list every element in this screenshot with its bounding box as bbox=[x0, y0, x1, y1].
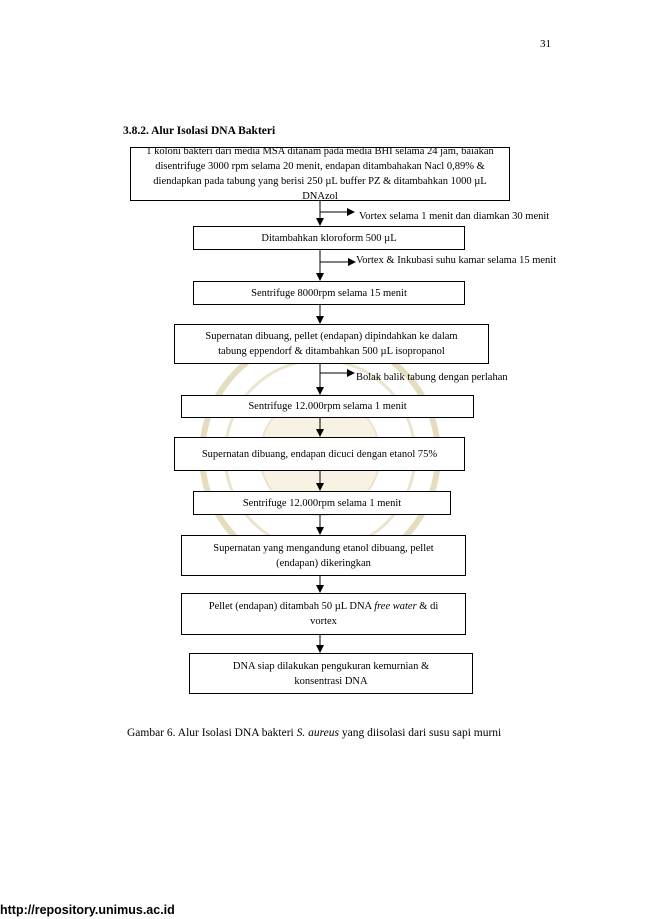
caption-species: S. aureus bbox=[296, 727, 339, 739]
step-text-line: konsentrasi DNA bbox=[294, 675, 368, 687]
step-text-italic: free water bbox=[374, 601, 417, 612]
step-text-line: Sentrifuge 12.000rpm selama 1 menit bbox=[242, 497, 402, 509]
flow-step-7 bbox=[193, 491, 451, 515]
figure-caption bbox=[127, 727, 501, 739]
repository-url: http://repository.unimus.ac.id bbox=[0, 903, 175, 917]
side-note: Vortex & Inkubasi suhu kamar selama 15 menit bbox=[356, 255, 557, 266]
step-text-line: tabung eppendorf & ditambahkan 500 µL isopropanol bbox=[218, 346, 445, 357]
step-text-line: Sentrifuge 8000rpm selama 15 menit bbox=[251, 287, 407, 299]
step-text-line bbox=[209, 599, 439, 614]
flow-step-10 bbox=[189, 653, 473, 694]
flow-step-8 bbox=[181, 535, 466, 576]
step-text-line: Supernatan dibuang, pellet (endapan) dipindahkan ke dalam bbox=[205, 331, 458, 342]
side-note: Bolak balik tabung dengan perlahan bbox=[356, 372, 508, 383]
step-text-line: 1 koloni bakteri dari media MSA ditanam pada media BHI selama 24 jam, baiakan bbox=[146, 146, 494, 157]
step-text-line: (endapan) dikeringkan bbox=[276, 557, 371, 569]
step-text-part: Pellet (endapan) ditambah 50 µL DNA bbox=[208, 601, 375, 612]
flow-step-1 bbox=[130, 147, 510, 201]
caption-text: yang diisolasi dari susu sapi murni bbox=[338, 727, 502, 739]
step-text-line: DNA siap dilakukan pengukuran kemurnian & bbox=[232, 660, 430, 672]
step-text-line: Ditambahkan kloroform 500 µL bbox=[261, 232, 397, 244]
step-text-part: & di bbox=[416, 601, 439, 612]
flow-step-6 bbox=[174, 437, 465, 471]
flow-step-2 bbox=[193, 226, 465, 250]
flow-step-5 bbox=[181, 395, 474, 418]
step-text-line: disentrifuge 3000 rpm selama 20 menit, endapan ditambahakan Nacl 0,89% & bbox=[155, 161, 485, 172]
section-heading: 3.8.2. Alur Isolasi DNA Bakteri bbox=[123, 125, 276, 137]
step-text-line: vortex bbox=[310, 616, 337, 627]
flow-step-4 bbox=[174, 324, 489, 364]
step-text-line: Sentrifuge 12.000rpm selama 1 menit bbox=[248, 401, 407, 412]
step-text-line: diendapkan pada tabung yang berisi 250 µL buffer PZ & ditambahkan 1000 µL DNAzol bbox=[153, 176, 487, 202]
step-text-line: Supernatan yang mengandung etanol dibuang, pellet bbox=[213, 542, 434, 554]
caption-text: Gambar 6. Alur Isolasi DNA bakteri bbox=[127, 727, 297, 739]
flow-step-3 bbox=[193, 281, 465, 305]
step-text-line: Supernatan dibuang, endapan dicuci dengan etanol 75% bbox=[201, 448, 438, 460]
side-note: Vortex selama 1 menit dan diamkan 30 menit bbox=[359, 211, 550, 222]
flow-step-9 bbox=[181, 593, 466, 635]
page-number: 31 bbox=[540, 38, 551, 50]
